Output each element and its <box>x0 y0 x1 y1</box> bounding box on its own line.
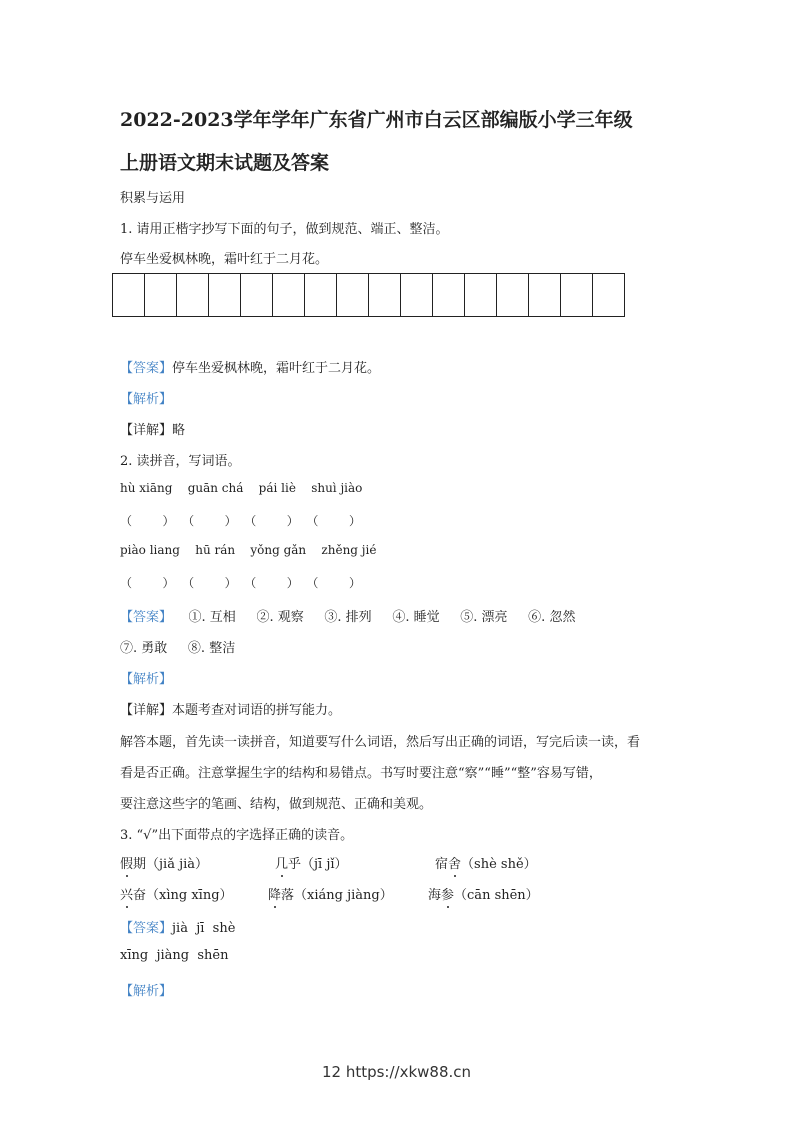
grid-cell <box>561 274 593 316</box>
dotted-char: 降 <box>268 888 282 903</box>
q3-question: 3. “√”出下面带点的字选择正确的读音。 <box>120 828 354 843</box>
detail-text: 略 <box>172 423 186 438</box>
q3-item <box>120 884 233 903</box>
q2-explain-2: 看是否正确。注意掌握生字的结构和易错点。书写时要注意“察”“睡”“整”容易写错， <box>120 766 602 781</box>
answer-tag: 【答案】 <box>120 361 173 376</box>
q3-answer <box>120 917 235 936</box>
q3-analysis-tag: 【解析】 <box>120 984 173 999</box>
options: （cān shēn） <box>454 888 539 903</box>
char: 奋 <box>133 888 147 903</box>
q1-detail <box>120 419 185 438</box>
q2-question: 2. 读拼音，写词语。 <box>120 454 241 469</box>
grid-cell <box>177 274 209 316</box>
options: （xiáng jiàng） <box>294 888 393 903</box>
options: （jiǎ jià） <box>146 857 209 872</box>
answer-tag: 【答案】 <box>120 921 173 936</box>
q2-analysis-tag: 【解析】 <box>120 672 173 687</box>
answer-text: 停车坐爱枫林晚，霜叶红于二月花。 <box>172 361 381 376</box>
char: 落 <box>281 888 295 903</box>
grid-cell <box>337 274 369 316</box>
grid-cell <box>529 274 561 316</box>
q2-explain-3: 要注意这些字的笔画、结构，做到规范、正确和美观。 <box>120 797 433 812</box>
q2-detail <box>120 699 341 718</box>
grid-cell <box>401 274 433 316</box>
char: 乎 <box>288 857 302 872</box>
q1-question: 1. 请用正楷字抄写下面的句子，做到规范、端正、整洁。 <box>120 222 449 237</box>
answer-text: jià jī shè <box>172 921 236 936</box>
q1-answer <box>120 357 380 376</box>
q2-brackets-row1: （ ） （ ） （ ） （ ） <box>120 514 361 528</box>
detail-text: 本题考查对词语的拼写能力。 <box>172 703 342 718</box>
grid-cell <box>305 274 337 316</box>
answers-text: ①. 互相 ②. 观察 ③. 排列 ④. 睡觉 ⑤. 漂亮 ⑥. 忽然 <box>188 610 576 625</box>
detail-tag: 【详解】 <box>120 703 173 718</box>
page-footer: 12 https://xkw88.cn <box>321 1063 472 1081</box>
q1-sentence: 停车坐爱枫林晚，霜叶红于二月花。 <box>120 252 329 267</box>
q3-item <box>435 853 537 872</box>
dotted-char: 兴 <box>120 888 134 903</box>
char: 期 <box>133 857 147 872</box>
grid-cell <box>497 274 529 316</box>
options: （xìng xīng） <box>146 888 233 903</box>
grid-cell <box>433 274 465 316</box>
grid-cell <box>273 274 305 316</box>
options: （jī jǐ） <box>301 857 348 872</box>
q2-brackets-row2: （ ） （ ） （ ） （ ） <box>120 576 361 590</box>
q3-item <box>268 884 393 903</box>
dotted-char: 舍 <box>448 857 462 872</box>
q2-pinyin-row2: piào liang hū rán yǒng gǎn zhěng jié <box>120 543 377 557</box>
section-heading: 积累与运用 <box>120 191 186 206</box>
q2-pinyin-row1: hù xiāng guān chá pái liè shuì jiào <box>120 481 363 495</box>
grid-cell <box>369 274 401 316</box>
dotted-char: 参 <box>441 888 455 903</box>
doc-title-line1: 2022-2023学年学年广东省广州市白云区部编版小学三年级 <box>120 109 633 131</box>
grid-cell <box>593 274 624 316</box>
grid-cell <box>113 274 145 316</box>
dotted-char: 假 <box>120 857 134 872</box>
grid-cell <box>241 274 273 316</box>
q2-answer-line1 <box>120 606 575 625</box>
q3-answer-line2: xīng jiàng shēn <box>120 948 229 963</box>
grid-cell <box>465 274 497 316</box>
q1-analysis-tag: 【解析】 <box>120 392 173 407</box>
options: （shè shě） <box>461 857 537 872</box>
q2-explain-1: 解答本题，首先读一读拼音，知道要写什么词语，然后写出正确的词语，写完后读一读，看 <box>120 735 641 750</box>
grid-cell <box>145 274 177 316</box>
char: 海 <box>428 888 442 903</box>
detail-tag: 【详解】 <box>120 423 173 438</box>
writing-grid <box>112 273 625 317</box>
grid-cell <box>209 274 241 316</box>
q2-answer-line2: ⑦. 勇敢 ⑧. 整洁 <box>120 641 236 656</box>
doc-title-line2: 上册语文期末试题及答案 <box>120 152 330 174</box>
dotted-char: 几 <box>275 857 289 872</box>
answer-tag: 【答案】 <box>120 610 173 625</box>
char: 宿 <box>435 857 449 872</box>
q3-item <box>428 884 539 903</box>
q3-item <box>275 853 348 872</box>
q3-item <box>120 853 208 872</box>
